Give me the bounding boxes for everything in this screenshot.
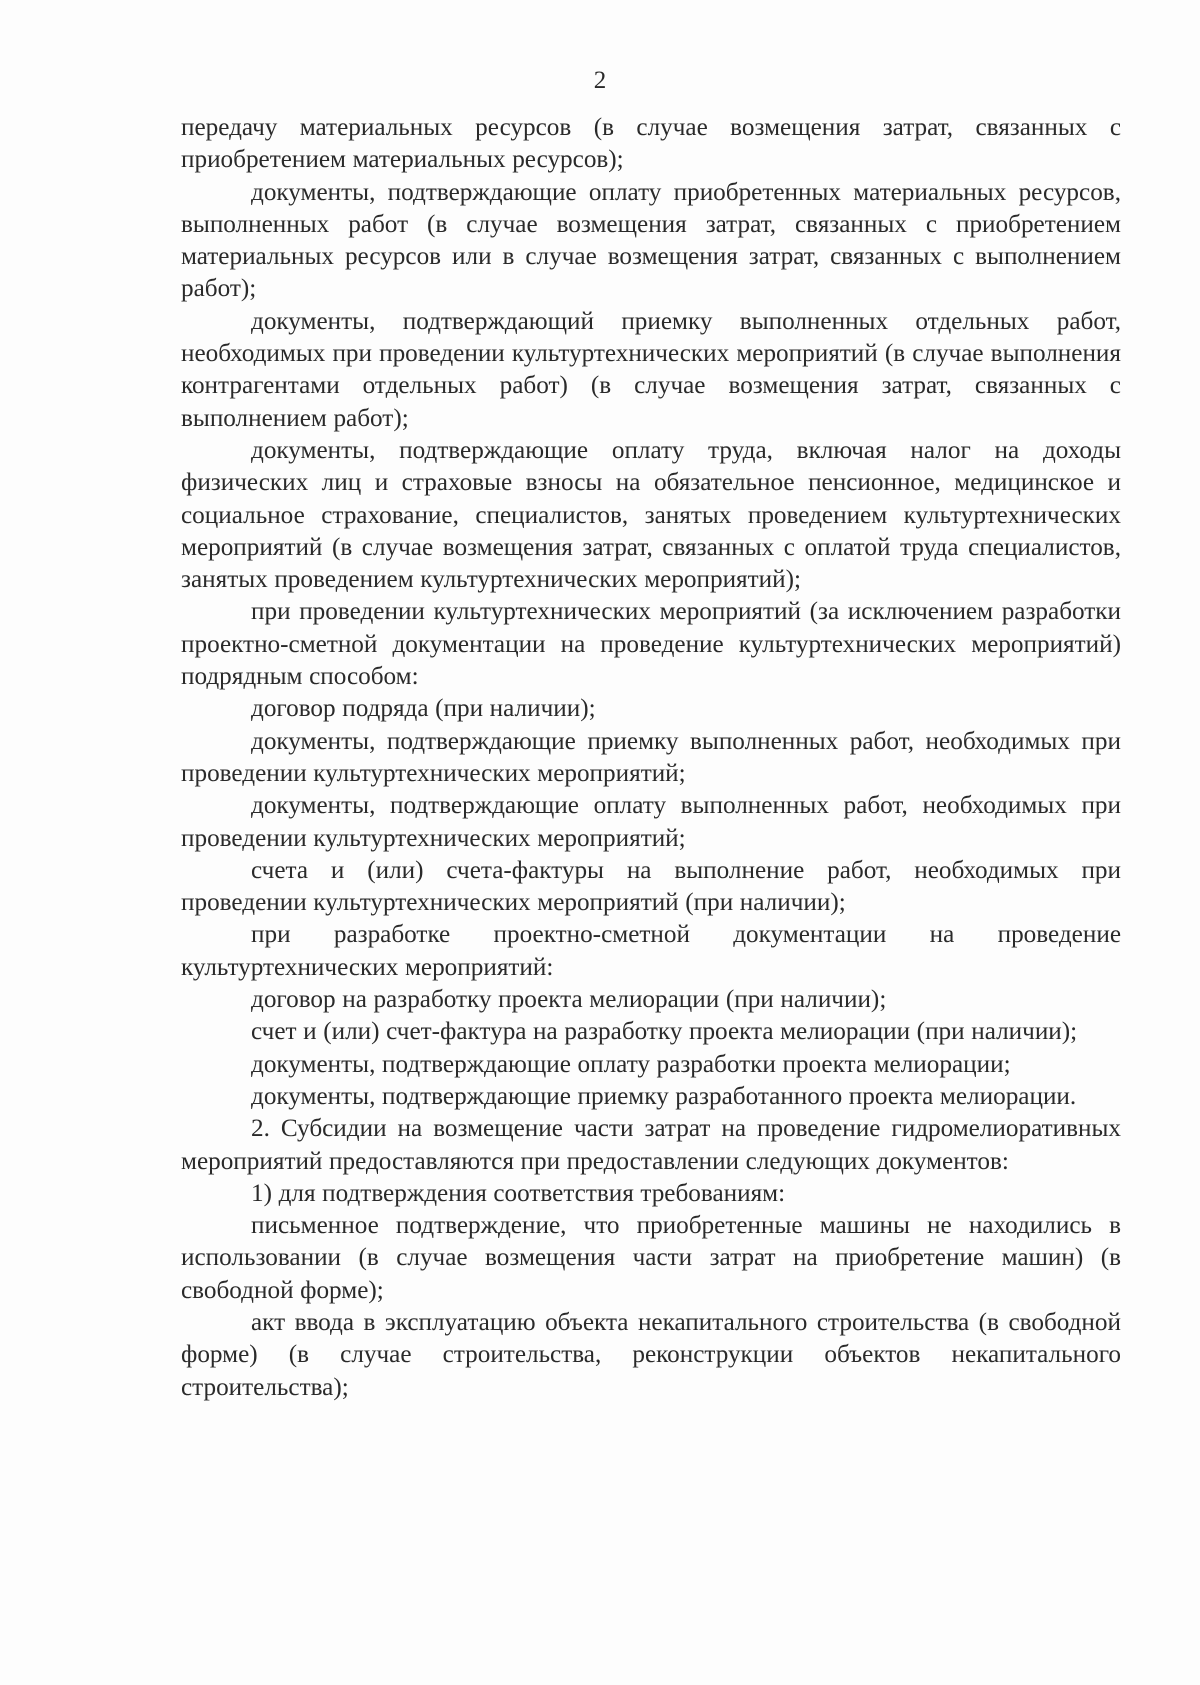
paragraph: письменное подтверждение, что приобретенные машины не находились в использовании (в случае возмещения части затрат на приобретение машин) (в свободной форме); bbox=[181, 1212, 1121, 1304]
paragraph: договор на разработку проекта мелиорации (при наличии); bbox=[251, 986, 887, 1014]
paragraph: документы, подтверждающие приемку выполненных работ, необходимых при проведении культуртехнических мероприятий; bbox=[181, 727, 1121, 787]
paragraph: документы, подтверждающие оплату выполненных работ, необходимых при проведении культуртехнических мероприятий; bbox=[181, 792, 1121, 852]
paragraph: счета и (или) счета-фактуры на выполнение работ, необходимых при проведении культуртехнических мероприятий (при наличии); bbox=[181, 856, 1121, 917]
paragraph: договор подряда (при наличии); bbox=[251, 695, 596, 723]
paragraph: документы, подтверждающие приемку разработанного проекта мелиорации. bbox=[251, 1082, 1077, 1110]
paragraph: при разработке проектно-сметной документации на проведение культуртехнических мероприятий: bbox=[181, 921, 1121, 981]
paragraph: 1) для подтверждения соответствия требованиям: bbox=[251, 1179, 786, 1207]
paragraph: акт ввода в эксплуатацию объекта некапитального строительства (в свободной форме) (в случае строительства, реконструкции объектов некапитального строительства); bbox=[181, 1308, 1121, 1401]
document-body bbox=[181, 112, 1121, 1404]
page-number: 2 bbox=[593, 67, 607, 94]
paragraph: документы, подтверждающий приемку выполненных отдельных работ, необходимых при проведении культуртехнических мероприятий (в случае выполнения контрагентами отдельных работ) (в случае возмещения затрат, связанных с выполнением работ); bbox=[181, 307, 1121, 432]
paragraph: документы, подтверждающие оплату приобретенных материальных ресурсов, выполненных работ (в случае возмещения затрат, связанных с приобретением материальных ресурсов или в случае возмещения затрат, связанных с выполнением работ); bbox=[181, 178, 1121, 303]
paragraph: при проведении культуртехнических мероприятий (за исключением разработки проектно-сметной документации на проведение культуртехнических мероприятий) подрядным способом: bbox=[181, 598, 1121, 691]
paragraph: передачу материальных ресурсов (в случае возмещения затрат, связанных с приобретением материальных ресурсов); bbox=[181, 114, 1121, 174]
paragraph: документы, подтверждающие оплату разработки проекта мелиорации; bbox=[251, 1050, 1011, 1078]
paragraph: 2. Субсидии на возмещение части затрат на проведение гидромелиоративных мероприятий предоставляются при предоставлении следующих документов: bbox=[181, 1115, 1121, 1175]
paragraph: счет и (или) счет-фактура на разработку проекта мелиорации (при наличии); bbox=[251, 1018, 1078, 1046]
paragraph: документы, подтверждающие оплату труда, включая налог на доходы физических лиц и страховые взносы на обязательное пенсионное, медицинское и социальное страхование, специалистов, занятых проведением культуртехнических мероприятий (в случае возмещения затрат, связанных с оплатой труда специалистов, занятых проведением культуртехнических мероприятий); bbox=[181, 436, 1121, 594]
